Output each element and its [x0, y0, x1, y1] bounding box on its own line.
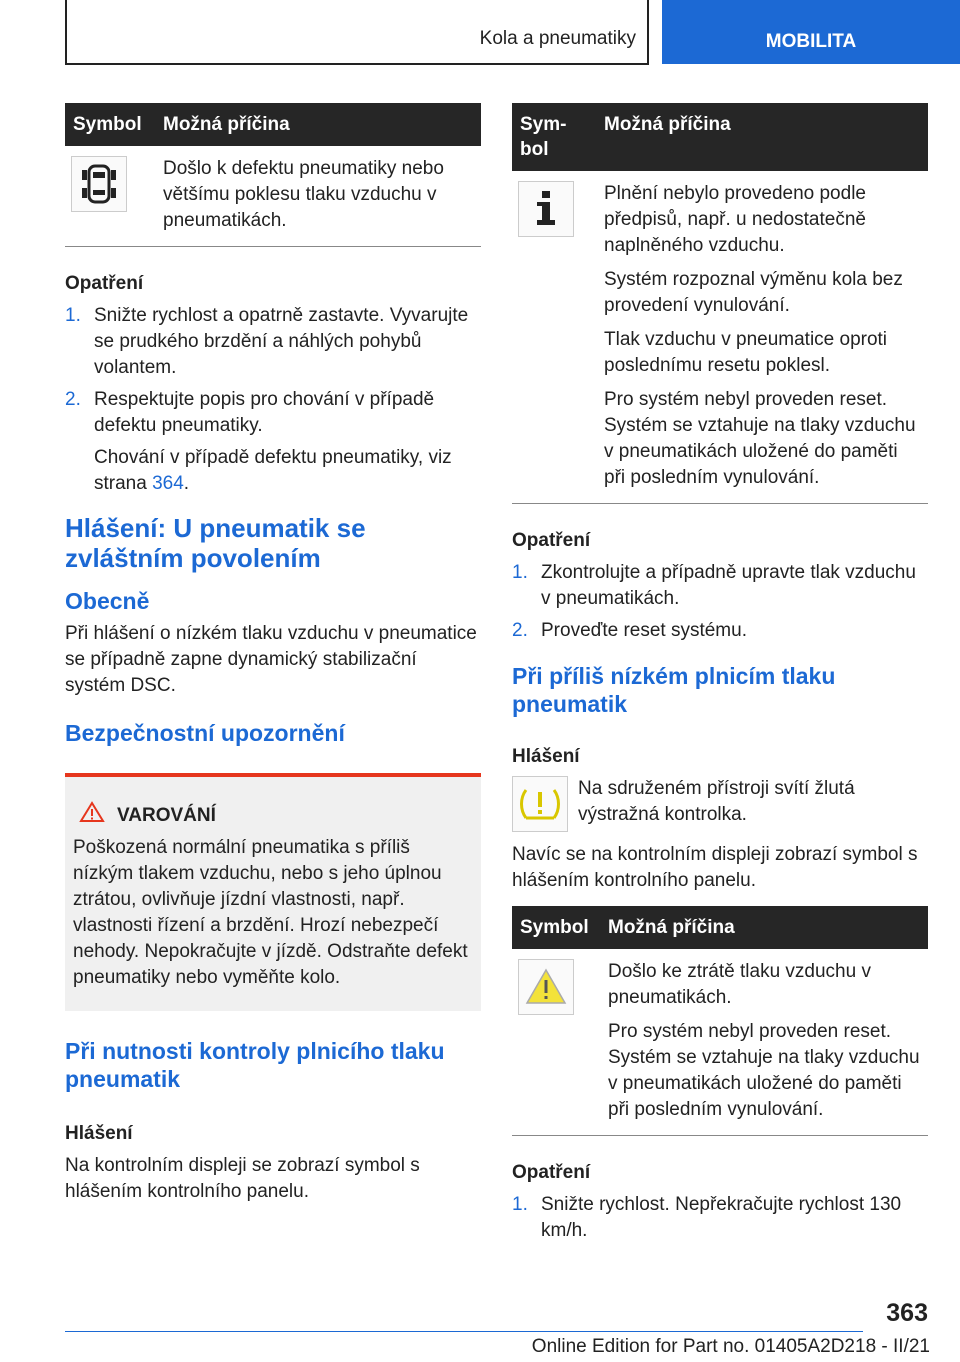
info-icon [518, 181, 574, 237]
list-number: 1. [512, 1194, 528, 1215]
list-number: 1. [512, 562, 528, 583]
report-text-2: Navíc se na kontrolním displeji zobrazí symbol s hlášením kontrolního panelu. [512, 844, 918, 891]
header-right-rule [647, 0, 649, 64]
page-number: 363 [886, 1299, 928, 1327]
page-link[interactable]: 364 [152, 473, 184, 494]
list-text: Snižte rychlost a opatrně zastavte. Vyvarujte se prudkého brzdění a náhlých pohybů volantem. [94, 305, 469, 378]
header-left-rule [65, 0, 67, 64]
report-text: Na sdruženém přístroji svítí žlutá výstražná kontrolka. [578, 778, 855, 825]
warning-text: Poškozená normální pneumatika s příliš nízkým tlakem vzduchu, nebo s jeho úplnou ztrátou, ovlivňuje jízdní vlastnosti, např. vlastnosti řízení a brzdění. Hrozí nebezpečí nehody. Nepokračujte v jízdě. Odstraňte defekt pneumatiky nebo vyměňte kolo. [73, 837, 468, 988]
symbol-table-1 [65, 103, 481, 247]
left-column [65, 103, 481, 1205]
report-row [512, 776, 928, 832]
section-heading: Hlášení: U pneumatik se zvláštním povolením [65, 513, 366, 573]
table-cell-cause: Došlo k defektu pneumatiky nebo většímu poklesu tlaku vzduchu v pneumatikách. [155, 146, 481, 247]
chapter-tab[interactable]: MOBILITA [662, 0, 960, 64]
symbol-table-2 [512, 103, 928, 504]
subheading-general: Obecně [65, 588, 150, 614]
table-header-symbol: Symbol [65, 103, 155, 146]
table-header-symbol: Sym-bol [512, 103, 596, 171]
table-cell-cause: Plnění nebylo provedeno podle předpisů, např. u nedostatečně naplněného vzduchu. [604, 183, 866, 256]
list-item [65, 387, 481, 439]
measures-title: Opatření [512, 1162, 591, 1183]
table-row [512, 949, 928, 1136]
table-cell-cause: Pro systém nebyl proveden reset. Systém se vztahuje na tlaky vzduchu v pneumatikách uložené do paměti při posledním vynulování. [604, 389, 916, 488]
symbol-table-3 [512, 906, 928, 1136]
report-text: Na kontrolním displeji se zobrazí symbol s hlášením kontrolního panelu. [65, 1155, 420, 1202]
tire-pressure-warning-icon [512, 776, 568, 832]
list-item [512, 618, 928, 644]
list-item [512, 560, 928, 612]
table-row [65, 146, 481, 247]
list-number: 2. [512, 620, 528, 641]
table-header-cause: Možná příčina [600, 906, 928, 949]
list-text: Snižte rychlost. Nepřekračujte rychlost 130 km/h. [541, 1194, 902, 1241]
table-cell-cause: Došlo ke ztrátě tlaku vzduchu v pneumatikách. [608, 961, 871, 1008]
table-header-cause: Možná příčina [155, 103, 481, 146]
subheading-low-pressure: Při příliš nízkém plnicím tlaku pneumatik [512, 663, 836, 717]
measures-list [512, 560, 928, 644]
list-text: Proveďte reset systému. [541, 620, 747, 641]
table-cell-cause: Pro systém nebyl proveden reset. Systém se vztahuje na tlaky vzduchu v pneumatikách uložené do paměti při posledním vynulování. [608, 1021, 920, 1120]
list-number: 2. [65, 389, 81, 410]
measure-note: Chování v případě defektu pneumatiky, viz strana 364. [94, 447, 452, 494]
list-text: Respektujte popis pro chování v případě defektu pneumatiky. [94, 389, 435, 436]
yellow-warning-triangle-icon [518, 959, 574, 1015]
warning-title: VAROVÁNÍ [117, 805, 216, 826]
table-header-cause: Možná příčina [596, 103, 928, 171]
warning-box [65, 773, 481, 1011]
right-column [512, 103, 928, 1250]
list-text: Zkontrolujte a případně upravte tlak vzduchu v pneumatikách. [541, 562, 916, 609]
report-title: Hlášení [65, 1123, 133, 1144]
header-bottom-rule [65, 63, 649, 65]
subheading-safety: Bezpečnostní upozornění [65, 720, 345, 746]
section-title: Kola a pneumatiky [479, 28, 636, 49]
list-item [65, 303, 481, 381]
measures-list [65, 303, 481, 439]
table-row [512, 171, 928, 504]
measures-title: Opatření [512, 530, 591, 551]
edition-text: Online Edition for Part no. 01405A2D218 - II/21 [531, 1336, 930, 1357]
general-text: Při hlášení o nízkém tlaku vzduchu v pneumatice se případně zapne dynamický stabilizační systém DSC. [65, 623, 477, 696]
report-title: Hlášení [512, 746, 580, 767]
footer-rule [65, 1331, 863, 1332]
table-cell-cause: Tlak vzduchu v pneumatice oproti poslednímu resetu poklesl. [604, 329, 888, 376]
warning-triangle-icon [79, 801, 105, 831]
measures-title: Opatření [65, 273, 144, 294]
list-item [512, 1192, 928, 1244]
table-cell-cause: Systém rozpoznal výměnu kola bez provedení vynulování. [604, 269, 903, 316]
table-header-symbol: Symbol [512, 906, 600, 949]
tire-pressure-car-icon [71, 156, 127, 212]
list-number: 1. [65, 305, 81, 326]
measures-list [512, 1192, 928, 1244]
subheading-check: Při nutnosti kontroly plnicího tlaku pneumatik [65, 1038, 445, 1092]
